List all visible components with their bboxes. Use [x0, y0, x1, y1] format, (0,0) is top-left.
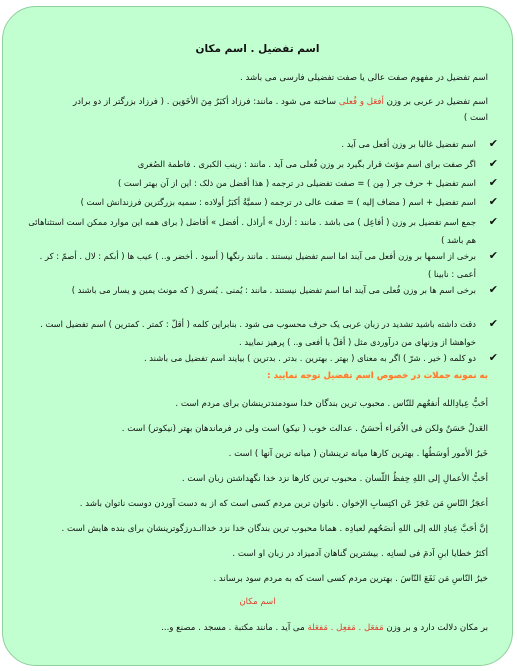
example-sentence: إنَّ أحَبَّ عِبادِ الله إلی اللهِ أنصَحُهم لعبادِه . همانا محبوب ترین بندگان خدا نزد خداانـدرزگوترینشان برای بنده هایش است . [61, 524, 488, 534]
check-icon: ✔ [488, 176, 498, 189]
lesson-card [2, 6, 513, 666]
place-noun-text-b: می آید . مانند مکتبة . مسجد . مصنع و... [161, 623, 308, 633]
check-icon: ✔ [488, 351, 498, 364]
rule-text: اگر صفت برای اسم مؤنث قرار بگیرد بر وزن فُعلی می آید . مانند : زینب الکبری . فاطمة الصُغری [137, 159, 476, 169]
rule-text: دقت داشته باشید تشدید در زبان عربی یک حرف محسوب می شود . بنابراین کلمه ( أقلّ : کمتر . کمترین ) اسم تفضیل است . خواهشا از وزنهای من درآوردی مثل ( أقلّ یا أفعی و.. ) پرهیز نمایید . [40, 319, 476, 347]
place-noun-patterns: مَفعَل . مَفعِل . مَفعَلة [307, 623, 384, 633]
rule-text: دو کلمه ( خیر . شرّ ) اگر به معنای ( بهتر . بهترین . بدتر . بدترین ) بیایند اسم تفضیل می باشند . [143, 353, 476, 363]
intro-line-2a: اسم تفضیل در عربی بر وزن [383, 97, 488, 107]
rule-item [19, 174, 498, 192]
rule-text: اسم تفضیل + حرف جر ( مِن ) = صفت تفضیلی در ترجمه ( هذا أفضل من ذلک : این از آن بهتر است ) [118, 178, 476, 188]
rule-item [19, 247, 498, 283]
examples-heading: به نمونه جملات در خصوص اسم تفضیل توجه نمایید : [267, 371, 488, 381]
check-icon: ✔ [488, 249, 498, 262]
example-sentence: أحَبُّ الأعمالِ إلی اللهِ حِفظُ اللّسان . محبوب ترین کارها نزد خدا نگهداشتن زبان است . [181, 474, 488, 484]
place-noun-text-a: بر مکان دلالت دارد و بر وزن [383, 623, 488, 633]
example-sentence: أحَبُّ عِبادِالله أنفعُهم للنّاس . محبوب ترین بندگان خدا سودمندترینشان برای مردم است . [175, 399, 488, 409]
check-icon: ✔ [488, 137, 498, 150]
check-icon: ✔ [488, 283, 498, 296]
rule-item [19, 349, 498, 367]
rule-item [19, 135, 498, 153]
check-icon: ✔ [488, 215, 498, 228]
section-title-place-noun: اسم مکان [239, 597, 276, 607]
example-sentence: أعجَزُ النّاسِ مَن عَجَزَ عَن اکتِسابِ الإخوان . ناتوان ترین مردم کسی است که از به دست آوردن دوست ناتوان باشد . [79, 499, 488, 509]
intro-line-2b: ساخته می شود . مانند: فرزاد أکبَرُ مِنَ الأخَوَین . ( فرزاد بزرگتر از دو برادر [73, 97, 339, 107]
rule-item [19, 315, 498, 351]
rule-item [19, 213, 498, 249]
rule-item [19, 193, 498, 211]
check-icon: ✔ [488, 317, 498, 330]
page-title: اسم تفضیل . اسم مکان [195, 43, 320, 55]
intro-pattern: أفعَل و فُعلی [338, 97, 384, 107]
example-sentence: العَدلُ حَسَنٌ ولکن فی الاُمَراء أحسَنُ . عدالت خوب ( نیکو) است ولی در فرماندهان بهتر (نیکوتر) است . [121, 424, 488, 434]
check-icon: ✔ [488, 195, 498, 208]
rule-text: برخی از اسمها بر وزن أفعل می آیند اما اسم تفضیل نیستند . مانند رنگها ( أسود . أخضر و.. ) عیب ها ( أبکم : لال . أصمّ : کر . أعمی : نابینا ) [39, 251, 476, 279]
example-sentence: خَیرُ الأمور أوسَطُها . بهترین کارها میانه ترینشان ( میانه ترین آنها ) است . [228, 449, 488, 459]
rule-text: اسم تفضیل + اسم ( مضاف إلیه ) = صفت عالی در ترجمه ( سمیَّةُ أکبَرُ أولاده : سمیه بزرگترین فرزندانش است ) [80, 197, 476, 207]
intro-line-1: اسم تفضیل در مفهوم صفت عالی یا صفت تفضیلی فارسی می باشد . [240, 73, 488, 83]
rule-item [19, 155, 498, 173]
rule-text: برخی اسم ها بر وزن فُعلی می آیند اما اسم تفضیل نیستند . مانند : یُمنی . یُسری ( که مونث یمین و یسار می باشند ) [71, 285, 476, 295]
example-sentence: خیرُ النّاسِ مَن نَفَعَ النّاسَ . بهترین مردم کسی است که به مردم سود برساند . [213, 574, 488, 584]
rule-text: اسم تفضیل غالبا بر وزن أفعل می آید . [341, 139, 476, 149]
intro-line-3: است ) [463, 113, 488, 123]
rule-text: جمع اسم تفضیل بر وزن ( أفاعِل ) می باشد . مانند : أرذل » أراذل . أفضل » أفاضل ( برای همه این موارد ممکن است استثناهائی هم باشد ) [28, 217, 476, 245]
check-icon: ✔ [488, 157, 498, 170]
place-noun-definition [21, 619, 488, 638]
example-sentence: أکثرُ خطایا ابنِ آدمَ فی لسانِه . بیشترین گناهان آدمیزاد در زبان او است . [232, 549, 488, 559]
rule-item [19, 281, 498, 299]
